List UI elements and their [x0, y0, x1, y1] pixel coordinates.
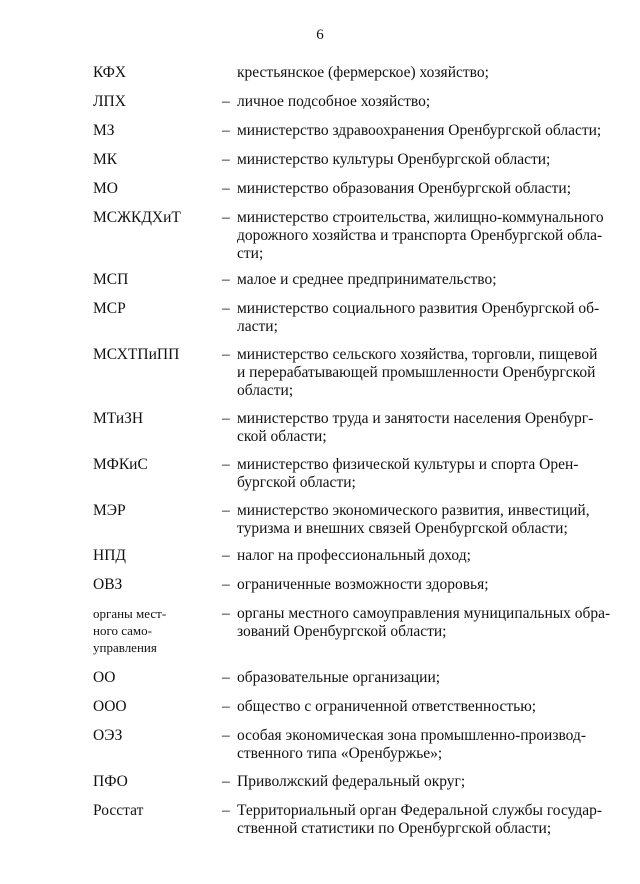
dash-separator: –	[222, 346, 230, 363]
abbreviation	[93, 64, 218, 82]
dash-separator: –	[222, 209, 230, 226]
abbreviation	[93, 346, 218, 364]
abbreviation-line: управления	[93, 640, 157, 655]
definition-line: области;	[237, 382, 294, 399]
abbreviation-line: МЗ	[93, 122, 115, 139]
abbreviation-line: ного само-	[93, 623, 152, 638]
definition-line: ственной статистики по Оренбургской области;	[237, 820, 552, 837]
definition	[237, 151, 605, 169]
definition	[237, 456, 605, 492]
definition	[237, 698, 605, 716]
dash-separator: –	[222, 271, 230, 288]
dash-separator: –	[222, 410, 230, 427]
definition-line: и перерабатывающей промышленности Оренбургской	[237, 364, 596, 381]
definition-line: министерство здравоохранения Оренбургской области;	[237, 122, 602, 139]
dash-separator: –	[222, 180, 230, 197]
abbreviation	[93, 727, 218, 745]
abbreviation-line: ОВЗ	[93, 576, 123, 593]
definition	[237, 410, 605, 446]
definition-line: министерство строительства, жилищно-коммунального	[237, 209, 604, 226]
definition	[237, 122, 605, 140]
abbreviation	[93, 456, 218, 474]
dash-separator: –	[222, 698, 230, 715]
definition	[237, 300, 605, 336]
definition-line: сти;	[237, 245, 264, 262]
definition	[237, 773, 605, 791]
dash-separator: –	[222, 547, 230, 564]
definition-line: министерство социального развития Оренбургской об-	[237, 300, 600, 317]
abbreviation	[93, 410, 218, 428]
definition	[237, 271, 605, 289]
dash-separator: –	[222, 802, 230, 819]
definition-line: ограниченные возможности здоровья;	[237, 576, 489, 593]
definition-line: министерство культуры Оренбургской области;	[237, 151, 551, 168]
abbreviation-line: ПФО	[93, 773, 128, 790]
abbreviation	[93, 502, 218, 520]
abbreviation	[93, 271, 218, 289]
abbreviation-line: МСП	[93, 271, 129, 288]
abbreviation-line: МК	[93, 151, 118, 168]
definition-line: ласти;	[237, 318, 278, 335]
abbreviation	[93, 547, 218, 565]
definition-line: органы местного самоуправления муниципальных обра-	[237, 605, 611, 622]
abbreviation-line: МЭР	[93, 502, 126, 519]
abbreviation	[93, 698, 218, 716]
abbreviation-line: органы мест-	[93, 606, 167, 621]
abbreviation	[93, 605, 218, 656]
definition-line: Приволжский федеральный округ;	[237, 773, 466, 790]
definition-line: министерство труда и занятости населения Оренбург-	[237, 410, 594, 427]
definition-line: туризма и внешних связей Оренбургской области;	[237, 520, 568, 537]
definition	[237, 64, 605, 82]
definition-line: крестьянское (фермерское) хозяйство;	[237, 64, 489, 81]
abbreviation	[93, 300, 218, 318]
abbreviation-line: МФКиС	[93, 456, 148, 473]
abbreviation	[93, 773, 218, 791]
abbreviation	[93, 669, 218, 687]
dash-separator: –	[222, 669, 230, 686]
definition-line: министерство образования Оренбургской области;	[237, 180, 572, 197]
definition-line: Территориальный орган Федеральной службы государ-	[237, 802, 603, 819]
abbreviation	[93, 576, 218, 594]
dash-separator: –	[222, 122, 230, 139]
definition-line: министерство экономического развития, инвестиций,	[237, 502, 590, 519]
definition-line: налог на профессиональный доход;	[237, 547, 471, 564]
definition-line: зований Оренбургской области;	[237, 623, 447, 640]
dash-separator: –	[222, 300, 230, 317]
abbreviation-line: ОЭЗ	[93, 727, 123, 744]
abbreviation-line: КФХ	[93, 64, 127, 81]
abbreviation-line: ООО	[93, 698, 127, 715]
definition-line: ственного типа «Оренбуржье»;	[237, 745, 443, 762]
definition-line: малое и среднее предпринимательство;	[237, 271, 497, 288]
dash-separator: –	[222, 93, 230, 110]
definition-line: бургской области;	[237, 474, 356, 491]
dash-separator: –	[222, 727, 230, 744]
definition	[237, 669, 605, 687]
abbreviation	[93, 151, 218, 169]
abbreviation-line: Росстат	[93, 802, 144, 819]
definition	[237, 502, 605, 538]
abbreviation	[93, 180, 218, 198]
abbreviation-line: МСР	[93, 300, 126, 317]
definition-line: министерство физической культуры и спорта Орен-	[237, 456, 579, 473]
page-number: 6	[316, 27, 324, 43]
definition	[237, 605, 611, 641]
definition-line: министерство сельского хозяйства, торговли, пищевой	[237, 346, 598, 363]
abbreviation	[93, 122, 218, 140]
abbreviation-line: МСХТПиПП	[93, 346, 180, 363]
definition	[237, 547, 605, 565]
definition	[237, 180, 605, 198]
abbreviation-line: МТиЗН	[93, 410, 144, 427]
abbreviation	[93, 93, 218, 111]
dash-separator: –	[222, 151, 230, 168]
dash-separator: –	[222, 773, 230, 790]
definition-line: особая экономическая зона промышленно-производ-	[237, 727, 587, 744]
definition-line: образовательные организации;	[237, 669, 441, 686]
abbreviation	[93, 802, 218, 820]
abbreviation-line: ЛПХ	[93, 93, 126, 110]
dash-separator: –	[222, 456, 230, 473]
dash-separator: –	[222, 605, 230, 622]
dash-separator: –	[222, 576, 230, 593]
definition-line: дорожного хозяйства и транспорта Оренбургской обла-	[237, 227, 603, 244]
abbreviation	[93, 209, 218, 227]
definition-line: общество с ограниченной ответственностью;	[237, 698, 537, 715]
abbreviation-line: МО	[93, 180, 118, 197]
definition	[237, 209, 605, 263]
definition-line: ской области;	[237, 428, 327, 445]
definition-line: личное подсобное хозяйство;	[237, 93, 431, 110]
abbreviation-line: МСЖКДХиТ	[93, 209, 181, 226]
definition	[237, 346, 605, 400]
definition	[237, 727, 605, 763]
abbreviation-line: НПД	[93, 547, 126, 564]
definition	[237, 576, 605, 594]
definition	[237, 93, 605, 111]
dash-separator: –	[222, 502, 230, 519]
definition	[237, 802, 605, 838]
abbreviation-line: ОО	[93, 669, 116, 686]
